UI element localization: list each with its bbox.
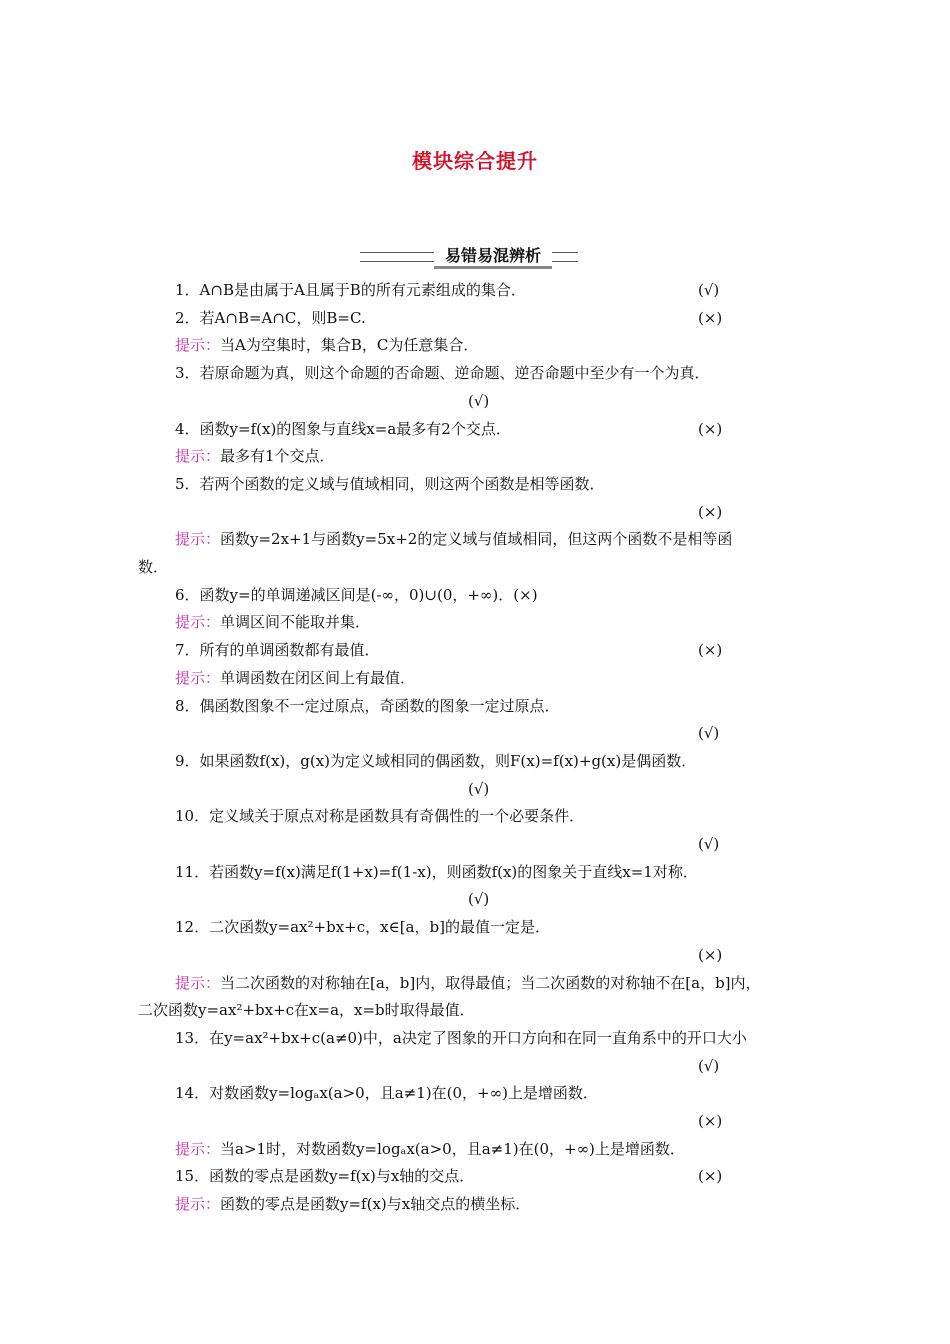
text-line [0, 1081, 950, 1105]
line-text [175, 694, 560, 718]
text-line [0, 389, 950, 413]
text-line [0, 444, 950, 468]
answer-mark: (×) [698, 641, 723, 660]
line-text [175, 1164, 474, 1188]
answer-mark: (×) [698, 945, 723, 964]
text-line [0, 583, 950, 607]
line-text [175, 804, 584, 828]
hint-label: 提示： [175, 1139, 221, 1158]
answer-mark: (√) [468, 391, 490, 410]
line-body: 当二次函数的对称轴在[a，b]内，取得最值；当二次函数的对称轴不在[a，b]内， [220, 973, 761, 992]
line-text [138, 555, 168, 579]
section-header [360, 246, 578, 268]
line-text [175, 472, 605, 496]
line-text [175, 749, 696, 773]
line-body: 当A为空集时，集合B，C为任意集合． [220, 336, 479, 355]
line-text [175, 278, 526, 302]
text-line [0, 1192, 950, 1216]
answer-mark: (√) [698, 835, 720, 853]
text-line [0, 666, 950, 690]
text-line [0, 1164, 950, 1188]
text-line [0, 1054, 950, 1078]
answer-mark: (√) [468, 890, 490, 909]
line-body: 1．A∩B是由属于A且属于B的所有元素组成的集合． [175, 281, 526, 299]
hint-label: 提示： [175, 1195, 221, 1214]
line-body: 14．对数函数y=logₐx(a>0，且a≠1)在(0，+∞)上是增函数． [175, 1084, 598, 1103]
line-body: 函数的零点是函数y=f(x)与x轴交点的横坐标． [220, 1195, 531, 1214]
text-line [0, 306, 950, 330]
text-line [0, 1137, 950, 1161]
line-text [175, 361, 710, 385]
line-body: 2．若A∩B=A∩C，则B=C. [175, 308, 366, 327]
line-body: 数． [138, 558, 169, 576]
answer-mark: (×) [698, 308, 723, 327]
line-body: 二次函数y=ax²+bx+c在x=a，x=b时取得最值． [138, 1001, 475, 1020]
text-line [0, 1026, 950, 1050]
text-line [0, 887, 950, 911]
line-text [175, 306, 366, 330]
hint-label: 提示： [175, 336, 221, 355]
line-body: 9．如果函数f(x)，g(x)为定义域相同的偶函数，则F(x)=f(x)+g(x)是偶函数． [175, 751, 697, 770]
text-line [0, 971, 950, 995]
line-text [175, 417, 511, 441]
line-body: 最多有1个交点． [220, 447, 335, 466]
line-text [175, 860, 698, 884]
line-text [175, 583, 538, 607]
line-body: 10．定义域关于原点对称是函数具有奇偶性的一个必要条件． [175, 807, 585, 826]
hint-label: 提示： [175, 530, 221, 549]
line-body: 4．函数y=f(x)的图象与直线x=a最多有2个交点． [175, 419, 511, 438]
text-line [0, 278, 950, 302]
line-text [175, 971, 761, 995]
line-body: 13．在y=ax²+bx+c(a≠0)中，a决定了图象的开口方向和在同一直角系中的开口大小 [175, 1028, 747, 1047]
text-line [0, 472, 950, 496]
hint-label: 提示： [175, 613, 221, 632]
answer-mark: (√) [468, 779, 490, 798]
text-line [0, 333, 950, 357]
text-line [0, 749, 950, 773]
text-line [0, 804, 950, 828]
text-line [0, 943, 950, 967]
page-title: 模块综合提升 [412, 149, 538, 173]
line-body: 单调区间不能取并集． [220, 613, 371, 632]
line-text [175, 610, 370, 634]
text-line [0, 915, 950, 939]
answer-mark: (×) [698, 1112, 723, 1130]
line-body: 11．若函数y=f(x)满足f(1+x)=f(1-x)，则函数f(x)的图象关于直线x=1对称． [175, 862, 698, 881]
text-line [0, 832, 950, 856]
line-text [175, 915, 550, 939]
text-line [0, 721, 950, 745]
line-body: 6．函数y=的单调递减区间是(-∞，0)∪(0，+∞)．(×) [175, 585, 538, 604]
text-line [0, 860, 950, 884]
answer-mark: (√) [698, 1056, 720, 1075]
answer-mark: (×) [698, 419, 723, 438]
answer-mark: (×) [698, 502, 723, 521]
line-body: 15．函数的零点是函数y=f(x)与x轴的交点． [175, 1167, 475, 1186]
hint-label: 提示： [175, 973, 221, 992]
line-body: 函数y=2x+1与函数y=5x+2的定义域与值域相同，但这两个函数不是相等函 [220, 530, 733, 549]
line-text [175, 527, 732, 551]
line-body: 3．若原命题为真，则这个命题的否命题、逆命题、逆否命题中至少有一个为真． [175, 364, 710, 383]
line-text [175, 1026, 747, 1050]
text-line [0, 694, 950, 718]
section-label: 易错易混辨析 [434, 246, 552, 269]
text-line [0, 777, 950, 801]
answer-mark: (×) [698, 1167, 723, 1186]
text-line [0, 638, 950, 662]
text-line [0, 1109, 950, 1133]
line-body: 当a>1时，对数函数y=logₐx(a>0，且a≠1)在(0，+∞)上是增函数． [220, 1139, 685, 1158]
line-body: 7．所有的单调函数都有最值． [175, 641, 380, 660]
line-text [175, 638, 380, 662]
text-line [0, 527, 950, 551]
line-text [175, 333, 478, 357]
line-text [175, 1081, 598, 1105]
line-body: 5．若两个函数的定义域与值域相同，则这两个函数是相等函数． [175, 474, 605, 493]
line-text [175, 444, 335, 468]
line-body: 12．二次函数y=ax²+bx+c，x∈[a，b]的最值一定是． [175, 918, 550, 937]
line-text [138, 998, 475, 1022]
text-line [0, 610, 950, 634]
hint-label: 提示： [175, 668, 221, 687]
text-line [0, 500, 950, 524]
line-body: 8．偶函数图象不一定过原点，奇函数的图象一定过原点． [175, 696, 560, 715]
text-line [0, 998, 950, 1022]
text-line [0, 361, 950, 385]
line-text [175, 1192, 530, 1216]
line-body: 单调函数在闭区间上有最值． [220, 668, 416, 687]
text-line [0, 555, 950, 579]
answer-mark: (√) [698, 281, 720, 299]
text-line [0, 417, 950, 441]
line-text [175, 1137, 685, 1161]
line-text [175, 666, 415, 690]
hint-label: 提示： [175, 447, 221, 466]
answer-mark: (√) [698, 724, 720, 743]
